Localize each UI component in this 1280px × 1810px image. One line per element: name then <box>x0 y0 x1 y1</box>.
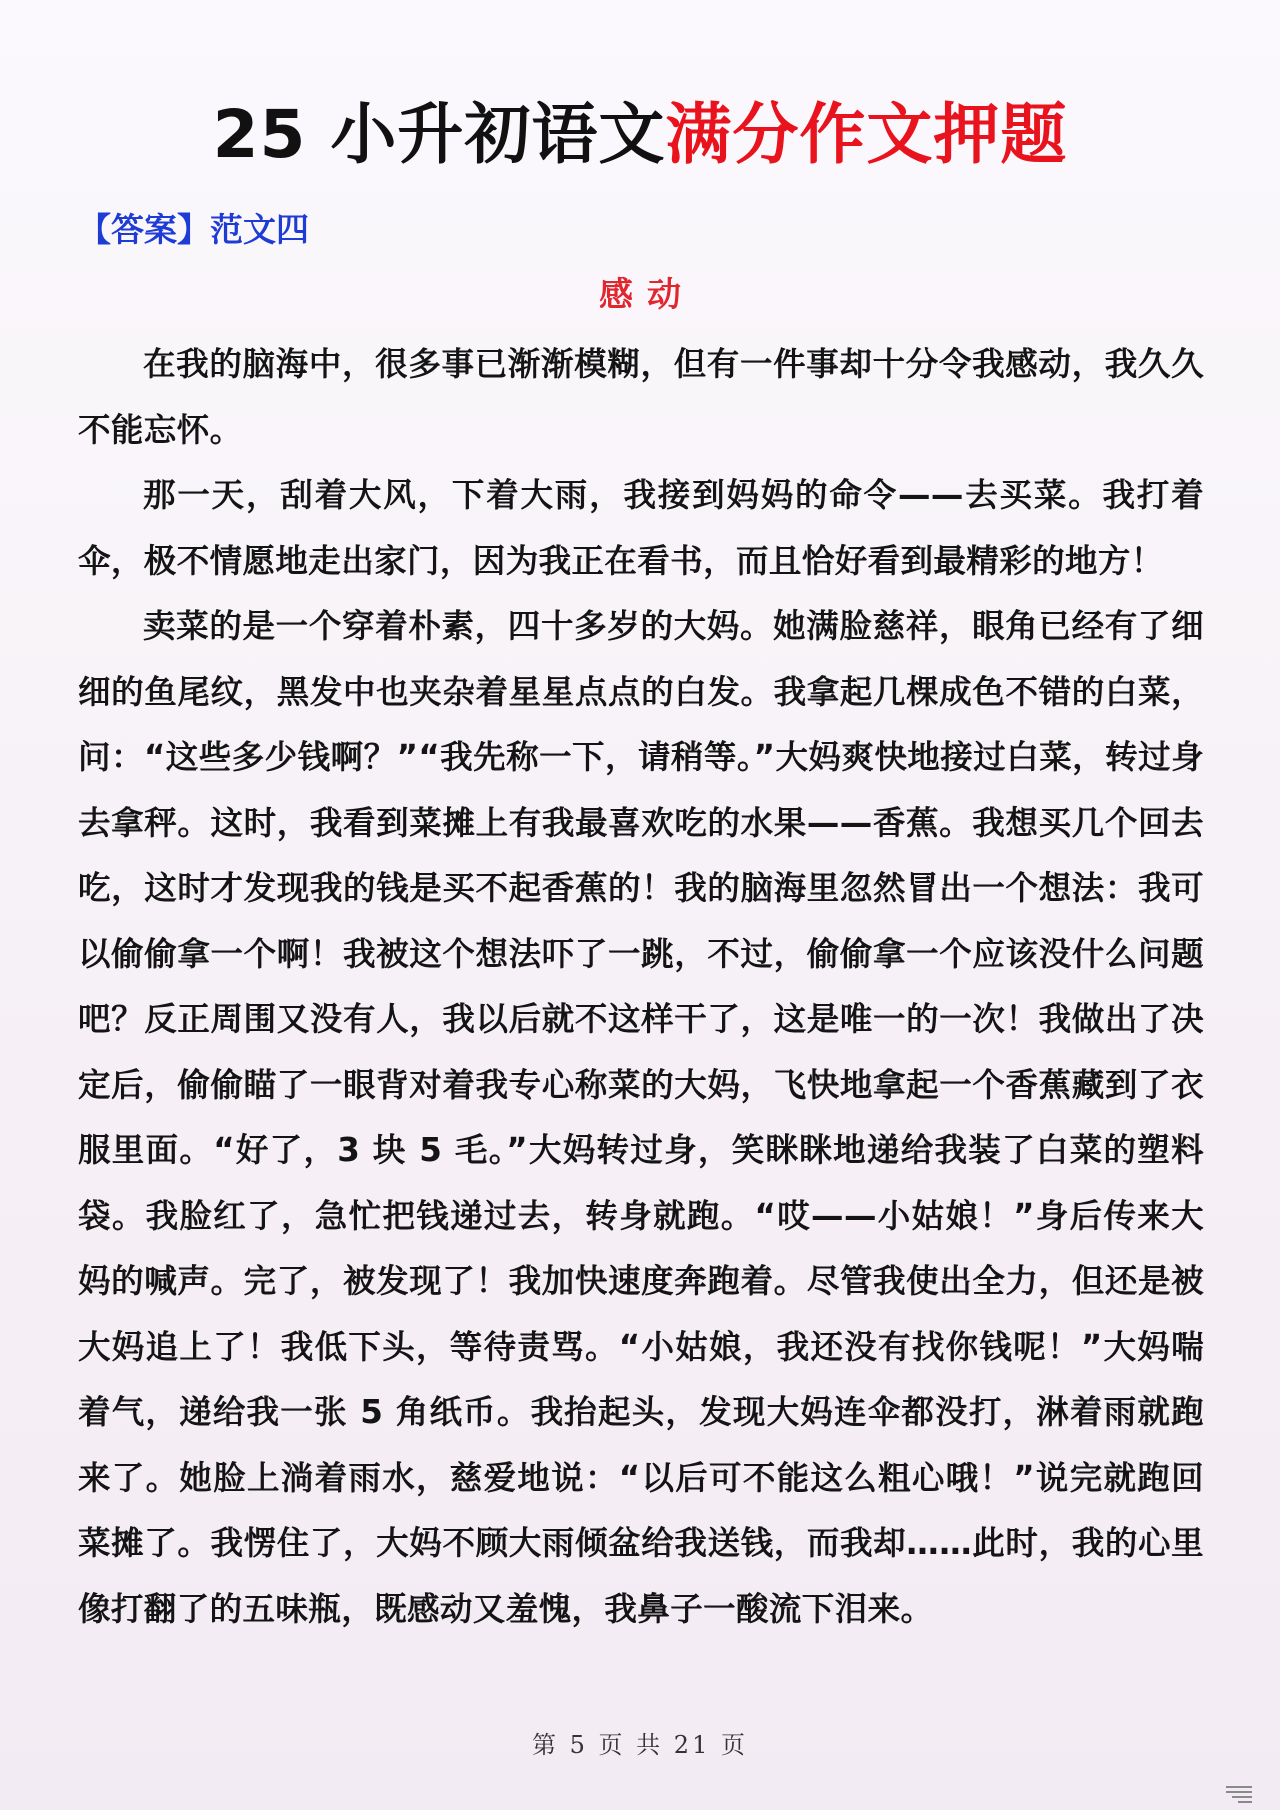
title-red-part: 满分作文押题 <box>665 96 1068 173</box>
essay-paragraph: 在我的脑海中，很多事已渐渐模糊，但有一件事却十分令我感动，我久久不能忘怀。 <box>78 345 1204 449</box>
essay-title: 感动 <box>599 275 695 315</box>
menu-lines-icon[interactable] <box>1226 1786 1252 1804</box>
essay-paragraph: 卖菜的是一个穿着朴素，四十多岁的大妈。她满脸慈祥，眼角已经有了细细的鱼尾纹，黑发中也夹杂着星星点点的白发。我拿起几棵成色不错的白菜，问：“这些多少钱啊？”“我先称一下，请稍等。”大妈爽快地接过白菜，转过身去拿秤。这时，我看到菜摊上有我最喜欢吃的水果——香蕉。我想买几个回去吃，这时才发现我的钱是买不起香蕉的！我的脑海里忽然冒出一个想法：我可以偷偷拿一个啊！我被这个想法吓了一跳，不过，偷偷拿一个应该没什么问题吧？反正周围又没有人，我以后就不这样干了，这是唯一的一次！我做出了决定后，偷偷瞄了一眼背对着我专心称菜的大妈，飞快地拿起一个香蕉藏到了衣服里面。“好了，3 块 5 毛。”大妈转过身，笑眯眯地递给我装了白菜的塑料袋。我脸红了，急忙把钱递过去，转身就跑。“哎——小姑娘！”身后传来大妈的喊声。完了，被发现了！我加快速度奔跑着。尽管我使出全力，但还是被大妈追上了！我低下头，等待责骂。“小姑娘，我还没有找你钱呢！”大妈喘着气，递给我一张 5 角纸币。我抬起头，发现大妈连伞都没打，淋着雨就跑来了。她脸上淌着雨水，慈爱地说：“以后可不能这么粗心哦！”说完就跑回菜摊了。我愣住了，大妈不顾大雨倾盆给我送钱，而我却……此时，我的心里像打翻了的五味瓶，既感动又羞愧，我鼻子一酸流下泪来。 <box>78 607 1204 1628</box>
page-number: 第 5 页 共 21 页 <box>532 1731 748 1759</box>
essay-body <box>78 332 1204 1642</box>
page-title <box>0 92 1280 178</box>
answer-label: 【答案】范文四 <box>78 210 309 249</box>
essay-paragraph: 那一天，刮着大风，下着大雨，我接到妈妈的命令——去买菜。我打着伞，极不情愿地走出家门，因为我正在看书，而且恰好看到最精彩的地方！ <box>78 476 1204 580</box>
title-black-part: 25 小升初语文 <box>212 96 666 173</box>
